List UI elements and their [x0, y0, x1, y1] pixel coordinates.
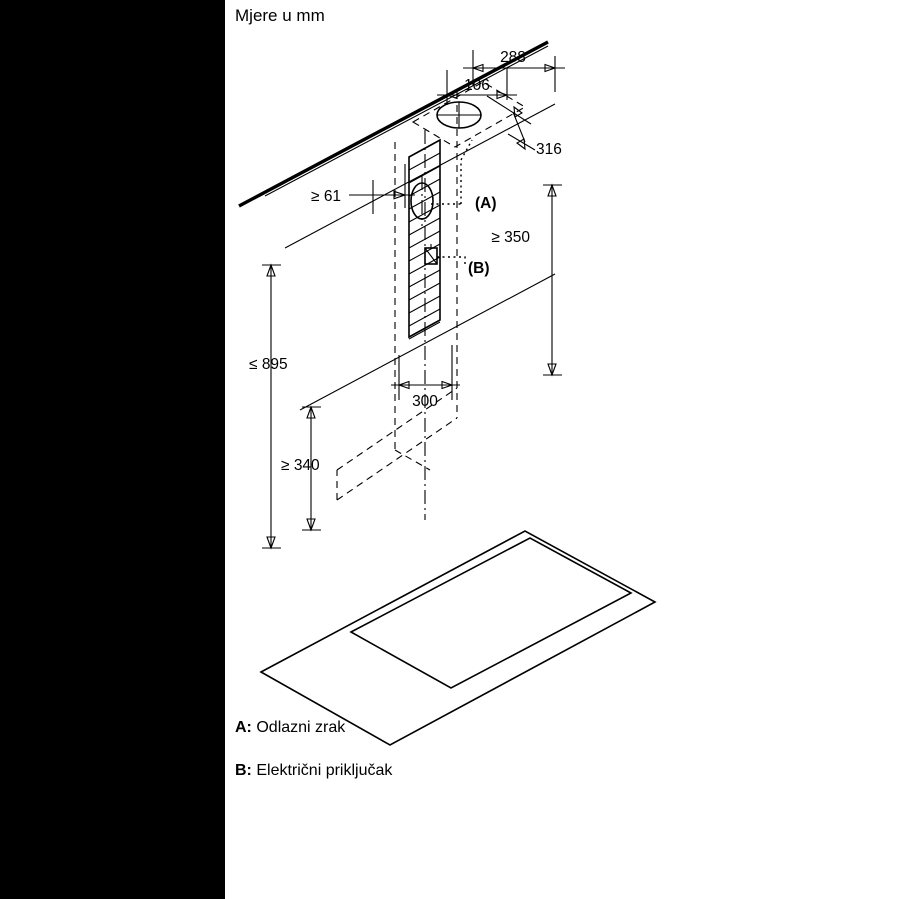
dimension-label-300: 300 [412, 393, 438, 410]
outlet-air-symbol-a [411, 176, 433, 226]
dimension-label-316: 316 [536, 141, 562, 158]
dimension-label-288: 288 [500, 49, 526, 66]
dimension-label-350: ≥ 350 [491, 229, 530, 246]
dimension-106 [437, 68, 517, 105]
dimension-label-895: ≤ 895 [249, 356, 288, 373]
dimension-label-106: 106 [464, 77, 490, 94]
callout-label-a: (A) [475, 195, 497, 212]
callout-leader-a [431, 140, 472, 204]
worktop-outline [261, 531, 655, 745]
diagram-sheet [225, 0, 899, 899]
legend-key-a: A: [235, 719, 252, 736]
dimension-label-61: ≥ 61 [311, 188, 342, 205]
legend-key-b: B: [235, 762, 252, 779]
ceiling-edge-line [239, 42, 548, 206]
legend-item-b [235, 762, 392, 780]
legend-text-a: Odlazni zrak [256, 719, 346, 736]
dimension-340 [281, 407, 321, 530]
page-title: Mjere u mm [235, 6, 325, 25]
reference-projection-lines [265, 46, 555, 410]
dimension-895 [249, 265, 288, 548]
legend-item-a [235, 719, 345, 737]
dimension-316 [487, 96, 562, 158]
legend-text-b: Električni priključak [256, 762, 393, 779]
callout-label-b: (B) [468, 260, 490, 277]
callout-leader-b [437, 257, 465, 267]
dimension-350 [491, 185, 562, 375]
hood-envelope-dashed [337, 105, 457, 500]
dimension-label-340: ≥ 340 [281, 457, 320, 474]
